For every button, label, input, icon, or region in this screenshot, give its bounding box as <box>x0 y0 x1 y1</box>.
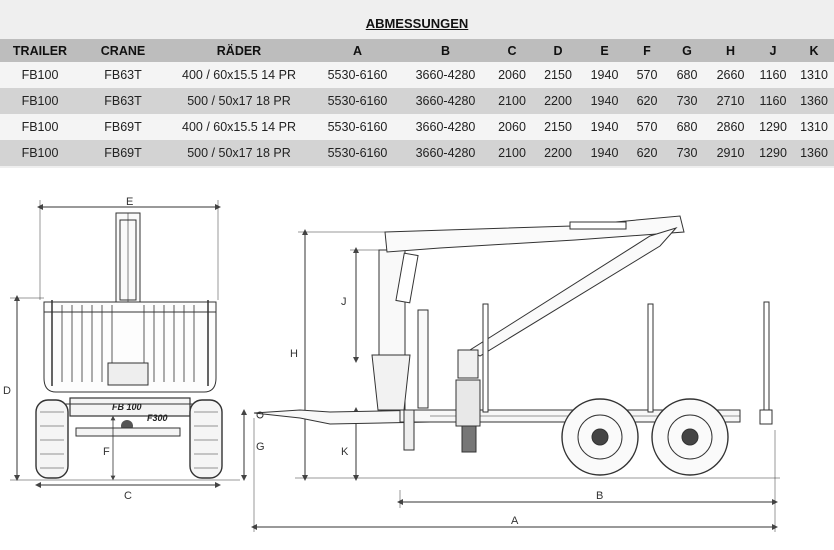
column-header: CRANE <box>80 39 166 62</box>
table-cell: FB69T <box>80 114 166 140</box>
table-cell: FB100 <box>0 62 80 88</box>
table-cell: 3660-4280 <box>403 88 488 114</box>
table-cell: 2860 <box>709 114 752 140</box>
table-cell: 620 <box>629 88 665 114</box>
table-cell: FB100 <box>0 140 80 166</box>
table-cell: FB63T <box>80 88 166 114</box>
table-cell: 730 <box>665 88 709 114</box>
table-row <box>0 114 834 140</box>
table-cell: 2200 <box>536 88 580 114</box>
table-cell: 5530-6160 <box>312 88 403 114</box>
table-cell: 3660-4280 <box>403 140 488 166</box>
table-cell: 2150 <box>536 114 580 140</box>
table-row <box>0 62 834 88</box>
table-cell: 5530-6160 <box>312 62 403 88</box>
dimension-label-d: D <box>3 385 11 397</box>
table-row <box>0 88 834 114</box>
column-header: B <box>403 39 488 62</box>
dimensions-table <box>0 39 834 166</box>
dimension-label-g: G <box>256 441 265 453</box>
dimension-label-f: F <box>103 446 110 458</box>
table-cell: 1310 <box>794 114 834 140</box>
table-cell: FB69T <box>80 140 166 166</box>
table-cell: 620 <box>629 140 665 166</box>
dimensions-header-area <box>0 0 834 168</box>
table-row <box>0 140 834 166</box>
column-header: E <box>580 39 629 62</box>
table-cell: 2910 <box>709 140 752 166</box>
side-view <box>254 216 780 532</box>
table-cell: 500 / 50x17 18 PR <box>166 88 312 114</box>
table-cell: 1310 <box>794 62 834 88</box>
dimension-label-b: B <box>596 490 604 502</box>
table-cell: 1290 <box>752 114 794 140</box>
dimension-label-c: C <box>124 490 132 502</box>
dimension-label-k: K <box>341 446 349 458</box>
column-header: F <box>629 39 665 62</box>
table-cell: 5530-6160 <box>312 140 403 166</box>
table-cell: 3660-4280 <box>403 62 488 88</box>
column-header: D <box>536 39 580 62</box>
column-header: A <box>312 39 403 62</box>
crane-plate: F300 <box>147 413 168 423</box>
table-cell: 1360 <box>794 88 834 114</box>
table-cell: 2100 <box>488 88 536 114</box>
table-title: ABMESSUNGEN <box>365 16 469 31</box>
table-cell: 1160 <box>752 62 794 88</box>
table-cell: FB100 <box>0 114 80 140</box>
table-cell: 2150 <box>536 62 580 88</box>
table-cell: 680 <box>665 114 709 140</box>
column-header: J <box>752 39 794 62</box>
dimension-label-e: E <box>126 196 134 208</box>
column-header: RÄDER <box>166 39 312 62</box>
table-cell: 2060 <box>488 62 536 88</box>
table-cell: 570 <box>629 114 665 140</box>
table-header-row <box>0 39 834 62</box>
table-cell: 5530-6160 <box>312 114 403 140</box>
table-cell: 1940 <box>580 114 629 140</box>
table-cell: 570 <box>629 62 665 88</box>
dimension-label-j: J <box>341 296 347 308</box>
table-cell: 1940 <box>580 140 629 166</box>
technical-drawing <box>0 168 834 550</box>
table-cell: 1160 <box>752 88 794 114</box>
column-header: C <box>488 39 536 62</box>
table-cell: 2100 <box>488 140 536 166</box>
table-cell: 400 / 60x15.5 14 PR <box>166 114 312 140</box>
table-cell: 3660-4280 <box>403 114 488 140</box>
table-cell: 2200 <box>536 140 580 166</box>
column-header: K <box>794 39 834 62</box>
table-cell: 1940 <box>580 62 629 88</box>
table-cell: 2060 <box>488 114 536 140</box>
table-cell: FB63T <box>80 62 166 88</box>
dimension-label-a: A <box>511 515 519 527</box>
dimension-label-h: H <box>290 348 298 360</box>
column-header: G <box>665 39 709 62</box>
column-header: TRAILER <box>0 39 80 62</box>
table-cell: 1940 <box>580 88 629 114</box>
column-header: H <box>709 39 752 62</box>
table-cell: 1290 <box>752 140 794 166</box>
table-cell: 2710 <box>709 88 752 114</box>
table-cell: FB100 <box>0 88 80 114</box>
front-view <box>10 200 244 485</box>
table-cell: 2660 <box>709 62 752 88</box>
table-cell: 1360 <box>794 140 834 166</box>
table-cell: 680 <box>665 62 709 88</box>
table-cell: 500 / 50x17 18 PR <box>166 140 312 166</box>
model-plate: FB 100 <box>112 402 142 412</box>
table-cell: 730 <box>665 140 709 166</box>
table-cell: 400 / 60x15.5 14 PR <box>166 62 312 88</box>
